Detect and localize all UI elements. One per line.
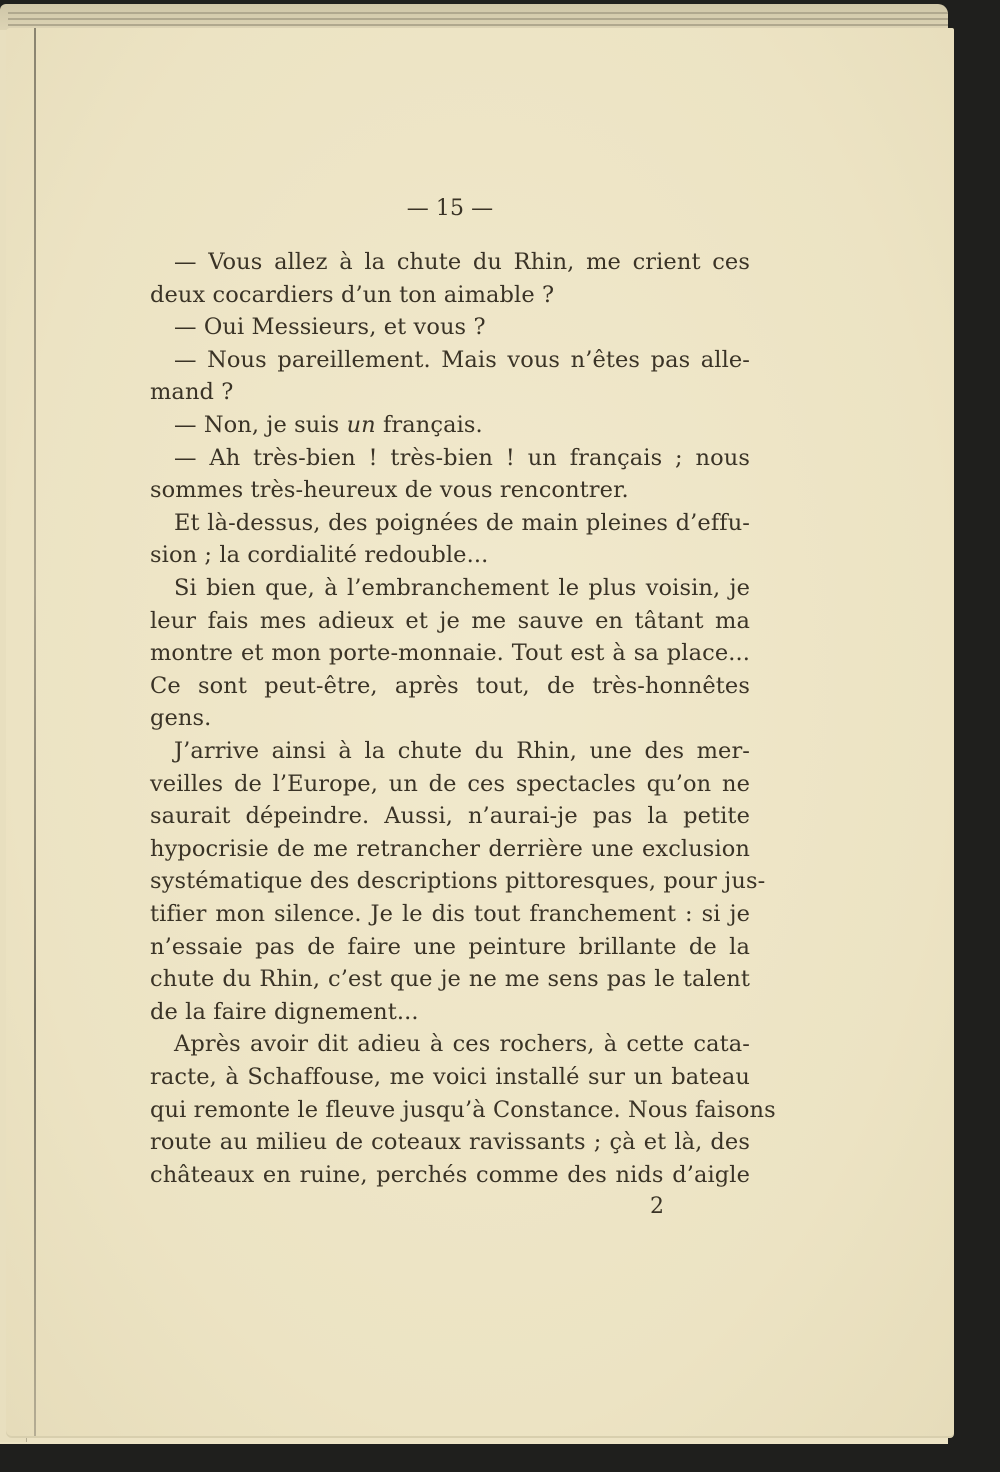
text-line: Et là-dessus, des poignées de main pleines d’effu- — [174, 509, 750, 536]
text-line: Après avoir dit adieu à ces rochers, à cette cata- — [174, 1031, 750, 1058]
text-line: deux cocardiers d’un ton aimable ? — [150, 281, 555, 308]
text-line: J’arrive ainsi à la chute du Rhin, une des mer- — [174, 738, 750, 764]
text-line: mand ? — [150, 379, 234, 406]
page-number: — 15 — — [406, 196, 494, 221]
text-line: sommes très-heureux de vous rencontrer. — [150, 477, 629, 504]
text-line: Ce sont peut-être, après tout, de très-honnêtes — [150, 672, 750, 699]
page-edge-line — [8, 18, 948, 20]
text-line: chute du Rhin, c’est que je ne me sens pas le talent — [150, 966, 750, 993]
text-line: — Ah très-bien ! très-bien ! un français ; nous — [174, 444, 750, 471]
text-line: montre et mon porte-monnaie. Tout est à sa place... — [150, 640, 750, 667]
text-line: hypocrisie de me retrancher derrière une exclusion — [150, 835, 750, 862]
text-line — [150, 409, 750, 442]
text-line: gens. — [150, 705, 212, 732]
text-line: tifier mon silence. Je le dis tout franchement : si je — [150, 901, 750, 927]
text-line: — Nous pareillement. Mais vous n’êtes pas alle- — [174, 346, 750, 373]
signature-mark: 2 — [650, 1194, 665, 1219]
text-line: qui remonte le fleuve jusqu’à Constance. Nous faisons — [150, 1096, 776, 1123]
scan-background-right — [954, 0, 1000, 1472]
text-line: — Oui Messieurs, et vous ? — [174, 314, 486, 341]
text-line: racte, à Schaffouse, me voici installé sur un bateau — [150, 1064, 750, 1090]
text-line: route au milieu de coteaux ravissants ; çà et là, des — [150, 1129, 750, 1156]
text-line: n’essaie pas de faire une peinture brillante de la — [150, 933, 750, 960]
text-line: leur fais mes adieux et je me sauve en tâtant ma — [150, 607, 750, 634]
italic-word: un — [346, 412, 376, 438]
text-line: châteaux en ruine, perchés comme des nids d’aigle — [150, 1161, 750, 1188]
text-segment: — Non, je suis — [174, 412, 347, 438]
text-segment: français. — [375, 412, 483, 438]
page-edge-line — [8, 12, 948, 14]
text-line: saurait dépeindre. Aussi, n’aurai-je pas la petite — [150, 803, 750, 830]
text-line: de la faire dignement... — [150, 998, 419, 1025]
page-edge-line — [8, 24, 948, 26]
page-gutter — [34, 28, 36, 1436]
text-line: systématique des descriptions pittoresques, pour jus- — [150, 868, 766, 895]
text-line: sion ; la cordialité redouble... — [150, 542, 489, 569]
text-line: veilles de l’Europe, un de ces spectacles qu’on ne — [150, 770, 750, 797]
text-line: Si bien que, à l’embranchement le plus voisin, je — [174, 575, 750, 601]
text-line: — Vous allez à la chute du Rhin, me crient ces — [174, 249, 750, 275]
